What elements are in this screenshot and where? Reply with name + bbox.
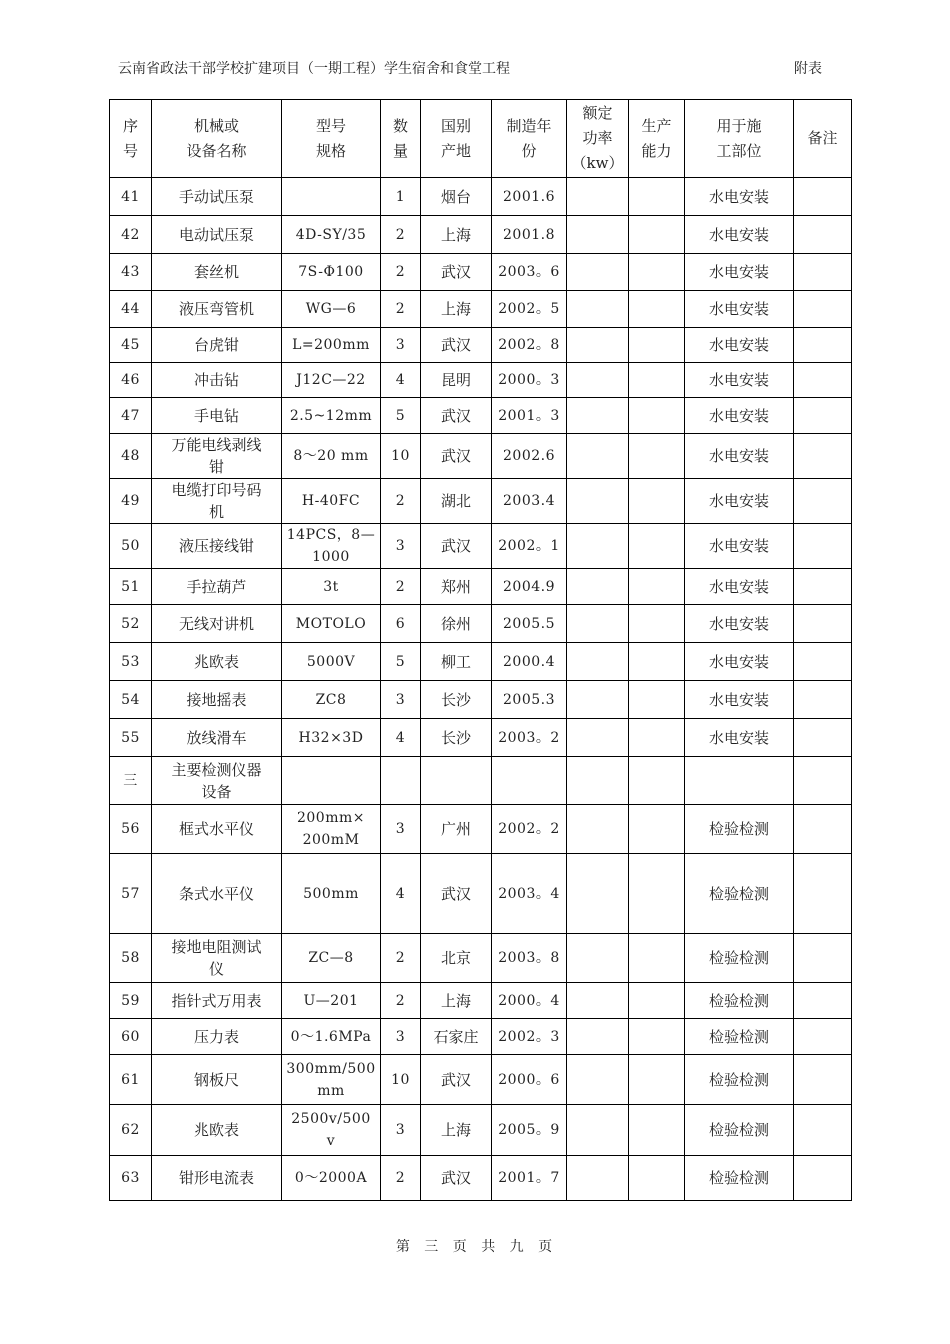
cell-capacity <box>629 216 685 254</box>
cell-year: 2001。7 <box>492 1156 567 1201</box>
column-header-origin: 国别 产地 <box>421 100 492 178</box>
cell-qty: 3 <box>381 1105 421 1156</box>
cell-remark <box>794 719 852 757</box>
cell-model: 2.5~12mm <box>282 398 381 434</box>
cell-seq: 44 <box>110 291 152 328</box>
cell-capacity <box>629 983 685 1019</box>
cell-year: 2002.6 <box>492 434 567 479</box>
cell-name: 电动试压泵 <box>152 216 282 254</box>
cell-power <box>567 643 629 681</box>
cell-seq: 63 <box>110 1156 152 1201</box>
cell-year: 2005.5 <box>492 605 567 643</box>
cell-seq: 49 <box>110 479 152 524</box>
cell-usage: 水电安装 <box>685 479 794 524</box>
cell-remark <box>794 805 852 854</box>
column-header-year: 制造年 份 <box>492 100 567 178</box>
cell-seq: 58 <box>110 934 152 983</box>
cell-name: 手拉葫芦 <box>152 569 282 605</box>
cell-remark <box>794 398 852 434</box>
cell-model: 7S-Φ100 <box>282 254 381 291</box>
cell-usage: 检验检测 <box>685 934 794 983</box>
cell-qty: 3 <box>381 1019 421 1055</box>
cell-capacity <box>629 854 685 934</box>
cell-qty: 5 <box>381 398 421 434</box>
cell-year: 2002。3 <box>492 1019 567 1055</box>
cell-capacity <box>629 805 685 854</box>
cell-power <box>567 854 629 934</box>
cell-model: H32×3D <box>282 719 381 757</box>
cell-capacity <box>629 254 685 291</box>
cell-capacity <box>629 291 685 328</box>
cell-usage: 检验检测 <box>685 854 794 934</box>
cell-qty: 6 <box>381 605 421 643</box>
table-row <box>110 569 852 605</box>
cell-year: 2003.4 <box>492 479 567 524</box>
cell-power <box>567 605 629 643</box>
cell-usage: 水电安装 <box>685 363 794 398</box>
table-row <box>110 934 852 983</box>
cell-usage: 水电安装 <box>685 643 794 681</box>
table-row <box>110 681 852 719</box>
cell-capacity <box>629 434 685 479</box>
table-row <box>110 254 852 291</box>
page-number: 第 三 页 共 九 页 <box>395 1239 555 1255</box>
cell-power <box>567 398 629 434</box>
cell-year: 2002。2 <box>492 805 567 854</box>
cell-capacity <box>629 524 685 569</box>
cell-usage: 水电安装 <box>685 178 794 216</box>
table-row <box>110 1156 852 1201</box>
cell-name: 兆欧表 <box>152 643 282 681</box>
cell-remark <box>794 216 852 254</box>
cell-seq: 55 <box>110 719 152 757</box>
cell-origin: 湖北 <box>421 479 492 524</box>
table-header-row <box>110 100 852 178</box>
cell-name: 手动试压泵 <box>152 178 282 216</box>
cell-year: 2001.8 <box>492 216 567 254</box>
cell-usage: 水电安装 <box>685 719 794 757</box>
cell-origin: 烟台 <box>421 178 492 216</box>
cell-year: 2001.6 <box>492 178 567 216</box>
cell-power <box>567 328 629 363</box>
column-header-qty: 数 量 <box>381 100 421 178</box>
cell-remark <box>794 291 852 328</box>
cell-qty: 2 <box>381 1156 421 1201</box>
cell-name: 液压弯管机 <box>152 291 282 328</box>
cell-capacity <box>629 681 685 719</box>
cell-usage: 检验检测 <box>685 1019 794 1055</box>
cell-usage: 水电安装 <box>685 254 794 291</box>
cell-seq: 60 <box>110 1019 152 1055</box>
column-header-usage: 用于施 工部位 <box>685 100 794 178</box>
cell-usage: 水电安装 <box>685 434 794 479</box>
cell-remark <box>794 479 852 524</box>
cell-remark <box>794 934 852 983</box>
cell-capacity <box>629 363 685 398</box>
cell-power <box>567 254 629 291</box>
cell-qty: 2 <box>381 479 421 524</box>
cell-model <box>282 178 381 216</box>
cell-origin: 石家庄 <box>421 1019 492 1055</box>
cell-seq: 45 <box>110 328 152 363</box>
cell-power <box>567 524 629 569</box>
cell-qty <box>381 757 421 805</box>
cell-origin: 武汉 <box>421 328 492 363</box>
cell-seq: 62 <box>110 1105 152 1156</box>
cell-power <box>567 216 629 254</box>
cell-year: 2003。2 <box>492 719 567 757</box>
cell-name: 框式水平仪 <box>152 805 282 854</box>
cell-qty: 2 <box>381 983 421 1019</box>
cell-name: 钳形电流表 <box>152 1156 282 1201</box>
table-row <box>110 1019 852 1055</box>
cell-year: 2005.3 <box>492 681 567 719</box>
cell-name: 电缆打印号码 机 <box>152 479 282 524</box>
cell-model: 5000V <box>282 643 381 681</box>
cell-usage: 检验检测 <box>685 805 794 854</box>
cell-qty: 1 <box>381 178 421 216</box>
cell-model: 14PCS，8— 1000 <box>282 524 381 569</box>
cell-seq: 三 <box>110 757 152 805</box>
cell-power <box>567 291 629 328</box>
cell-remark <box>794 363 852 398</box>
table-row <box>110 983 852 1019</box>
cell-name: 条式水平仪 <box>152 854 282 934</box>
cell-remark <box>794 757 852 805</box>
cell-qty: 3 <box>381 681 421 719</box>
table-row <box>110 757 852 805</box>
cell-capacity <box>629 605 685 643</box>
cell-year: 2002。8 <box>492 328 567 363</box>
cell-name: 接地电阻测试 仪 <box>152 934 282 983</box>
cell-year: 2003。6 <box>492 254 567 291</box>
table-row <box>110 398 852 434</box>
cell-remark <box>794 983 852 1019</box>
cell-seq: 51 <box>110 569 152 605</box>
cell-seq: 56 <box>110 805 152 854</box>
cell-model: 200mm× 200mM <box>282 805 381 854</box>
cell-origin: 武汉 <box>421 1156 492 1201</box>
cell-model: 3t <box>282 569 381 605</box>
cell-name: 无线对讲机 <box>152 605 282 643</box>
cell-capacity <box>629 398 685 434</box>
cell-capacity <box>629 1019 685 1055</box>
cell-power <box>567 363 629 398</box>
equipment-table <box>109 99 852 1201</box>
cell-origin: 广州 <box>421 805 492 854</box>
cell-seq: 46 <box>110 363 152 398</box>
table-row <box>110 1105 852 1156</box>
cell-model: MOTOLO <box>282 605 381 643</box>
cell-name: 放线滑车 <box>152 719 282 757</box>
cell-usage: 检验检测 <box>685 983 794 1019</box>
cell-seq: 54 <box>110 681 152 719</box>
cell-origin: 武汉 <box>421 1055 492 1105</box>
cell-capacity <box>629 1055 685 1105</box>
cell-qty: 2 <box>381 291 421 328</box>
cell-remark <box>794 1156 852 1201</box>
cell-capacity <box>629 757 685 805</box>
cell-model: L=200mm <box>282 328 381 363</box>
table-row <box>110 805 852 854</box>
cell-year: 2000。4 <box>492 983 567 1019</box>
cell-remark <box>794 1105 852 1156</box>
cell-origin: 昆明 <box>421 363 492 398</box>
cell-remark <box>794 328 852 363</box>
cell-remark <box>794 434 852 479</box>
cell-qty: 4 <box>381 719 421 757</box>
cell-power <box>567 757 629 805</box>
cell-origin: 上海 <box>421 1105 492 1156</box>
cell-qty: 10 <box>381 1055 421 1105</box>
cell-seq: 53 <box>110 643 152 681</box>
cell-usage: 水电安装 <box>685 524 794 569</box>
cell-year: 2005。9 <box>492 1105 567 1156</box>
cell-usage: 检验检测 <box>685 1156 794 1201</box>
cell-remark <box>794 605 852 643</box>
cell-name: 手电钻 <box>152 398 282 434</box>
cell-usage: 水电安装 <box>685 216 794 254</box>
cell-origin: 上海 <box>421 216 492 254</box>
cell-seq: 43 <box>110 254 152 291</box>
column-header-remark: 备注 <box>794 100 852 178</box>
cell-model: U—201 <box>282 983 381 1019</box>
cell-seq: 41 <box>110 178 152 216</box>
cell-year: 2000.4 <box>492 643 567 681</box>
cell-year: 2002。5 <box>492 291 567 328</box>
cell-model: 0～2000A <box>282 1156 381 1201</box>
cell-year: 2003。4 <box>492 854 567 934</box>
table-row <box>110 328 852 363</box>
cell-power <box>567 681 629 719</box>
cell-name: 指针式万用表 <box>152 983 282 1019</box>
table-row <box>110 291 852 328</box>
cell-remark <box>794 643 852 681</box>
cell-usage: 水电安装 <box>685 328 794 363</box>
cell-model: ZC—8 <box>282 934 381 983</box>
cell-origin: 上海 <box>421 291 492 328</box>
cell-year: 2001。3 <box>492 398 567 434</box>
cell-capacity <box>629 1105 685 1156</box>
cell-year <box>492 757 567 805</box>
cell-name: 压力表 <box>152 1019 282 1055</box>
cell-seq: 50 <box>110 524 152 569</box>
cell-name: 套丝机 <box>152 254 282 291</box>
cell-model: 0～1.6MPa <box>282 1019 381 1055</box>
cell-origin: 武汉 <box>421 254 492 291</box>
cell-name: 钢板尺 <box>152 1055 282 1105</box>
cell-year: 2000。3 <box>492 363 567 398</box>
cell-power <box>567 934 629 983</box>
table-row <box>110 1055 852 1105</box>
cell-capacity <box>629 643 685 681</box>
cell-capacity <box>629 569 685 605</box>
cell-power <box>567 1105 629 1156</box>
cell-capacity <box>629 178 685 216</box>
cell-usage: 水电安装 <box>685 569 794 605</box>
cell-origin: 武汉 <box>421 398 492 434</box>
cell-remark <box>794 681 852 719</box>
cell-origin: 长沙 <box>421 719 492 757</box>
cell-qty: 3 <box>381 805 421 854</box>
cell-usage: 水电安装 <box>685 398 794 434</box>
cell-usage <box>685 757 794 805</box>
cell-seq: 61 <box>110 1055 152 1105</box>
cell-origin: 郑州 <box>421 569 492 605</box>
cell-model: ZC8 <box>282 681 381 719</box>
cell-qty: 2 <box>381 216 421 254</box>
cell-capacity <box>629 934 685 983</box>
cell-seq: 52 <box>110 605 152 643</box>
cell-qty: 10 <box>381 434 421 479</box>
cell-name: 接地摇表 <box>152 681 282 719</box>
table-row <box>110 363 852 398</box>
cell-seq: 59 <box>110 983 152 1019</box>
cell-usage: 检验检测 <box>685 1105 794 1156</box>
cell-year: 2004.9 <box>492 569 567 605</box>
cell-qty: 3 <box>381 328 421 363</box>
cell-usage: 水电安装 <box>685 291 794 328</box>
column-header-name: 机械或 设备名称 <box>152 100 282 178</box>
cell-seq: 47 <box>110 398 152 434</box>
cell-origin: 上海 <box>421 983 492 1019</box>
table-row <box>110 479 852 524</box>
cell-qty: 5 <box>381 643 421 681</box>
cell-power <box>567 569 629 605</box>
cell-usage: 检验检测 <box>685 1055 794 1105</box>
cell-model: 300mm/500 mm <box>282 1055 381 1105</box>
cell-capacity <box>629 479 685 524</box>
table-row <box>110 178 852 216</box>
cell-remark <box>794 1019 852 1055</box>
cell-name: 液压接线钳 <box>152 524 282 569</box>
cell-qty: 4 <box>381 854 421 934</box>
table-row <box>110 854 852 934</box>
cell-seq: 42 <box>110 216 152 254</box>
cell-model: 2500v/500 v <box>282 1105 381 1156</box>
cell-origin <box>421 757 492 805</box>
cell-remark <box>794 569 852 605</box>
cell-power <box>567 178 629 216</box>
cell-model: H-40FC <box>282 479 381 524</box>
cell-name: 兆欧表 <box>152 1105 282 1156</box>
cell-model: 8～20 mm <box>282 434 381 479</box>
cell-remark <box>794 854 852 934</box>
cell-origin: 武汉 <box>421 524 492 569</box>
column-header-seq: 序 号 <box>110 100 152 178</box>
cell-power <box>567 983 629 1019</box>
cell-origin: 武汉 <box>421 434 492 479</box>
cell-model: 500mm <box>282 854 381 934</box>
appendix-label: 附表 <box>794 61 822 77</box>
cell-remark <box>794 254 852 291</box>
cell-seq: 48 <box>110 434 152 479</box>
cell-power <box>567 1019 629 1055</box>
column-header-power: 额定 功率 （kw） <box>567 100 629 178</box>
cell-power <box>567 805 629 854</box>
table-row <box>110 434 852 479</box>
column-header-model: 型号 规格 <box>282 100 381 178</box>
cell-capacity <box>629 328 685 363</box>
cell-qty: 2 <box>381 569 421 605</box>
document-title: 云南省政法干部学校扩建项目（一期工程）学生宿舍和食堂工程 <box>118 61 510 77</box>
cell-model: J12C—22 <box>282 363 381 398</box>
cell-power <box>567 434 629 479</box>
cell-qty: 4 <box>381 363 421 398</box>
cell-qty: 2 <box>381 254 421 291</box>
table-row <box>110 216 852 254</box>
cell-usage: 水电安装 <box>685 681 794 719</box>
table-row <box>110 719 852 757</box>
column-header-capacity: 生产 能力 <box>629 100 685 178</box>
cell-origin: 北京 <box>421 934 492 983</box>
cell-name: 主要检测仪器 设备 <box>152 757 282 805</box>
cell-power <box>567 1055 629 1105</box>
cell-seq: 57 <box>110 854 152 934</box>
cell-qty: 3 <box>381 524 421 569</box>
cell-origin: 长沙 <box>421 681 492 719</box>
cell-year: 2003。8 <box>492 934 567 983</box>
cell-year: 2002。1 <box>492 524 567 569</box>
cell-origin: 武汉 <box>421 854 492 934</box>
cell-remark <box>794 524 852 569</box>
cell-name: 万能电线剥线 钳 <box>152 434 282 479</box>
cell-capacity <box>629 719 685 757</box>
cell-origin: 徐州 <box>421 605 492 643</box>
cell-usage: 水电安装 <box>685 605 794 643</box>
cell-remark <box>794 178 852 216</box>
cell-qty: 2 <box>381 934 421 983</box>
cell-capacity <box>629 1156 685 1201</box>
cell-power <box>567 479 629 524</box>
cell-model: WG—6 <box>282 291 381 328</box>
table-row <box>110 643 852 681</box>
cell-model: 4D-SY/35 <box>282 216 381 254</box>
cell-model <box>282 757 381 805</box>
cell-power <box>567 719 629 757</box>
cell-name: 台虎钳 <box>152 328 282 363</box>
cell-remark <box>794 1055 852 1105</box>
table-row <box>110 524 852 569</box>
cell-year: 2000。6 <box>492 1055 567 1105</box>
cell-name: 冲击钻 <box>152 363 282 398</box>
cell-origin: 柳工 <box>421 643 492 681</box>
table-row <box>110 605 852 643</box>
cell-power <box>567 1156 629 1201</box>
